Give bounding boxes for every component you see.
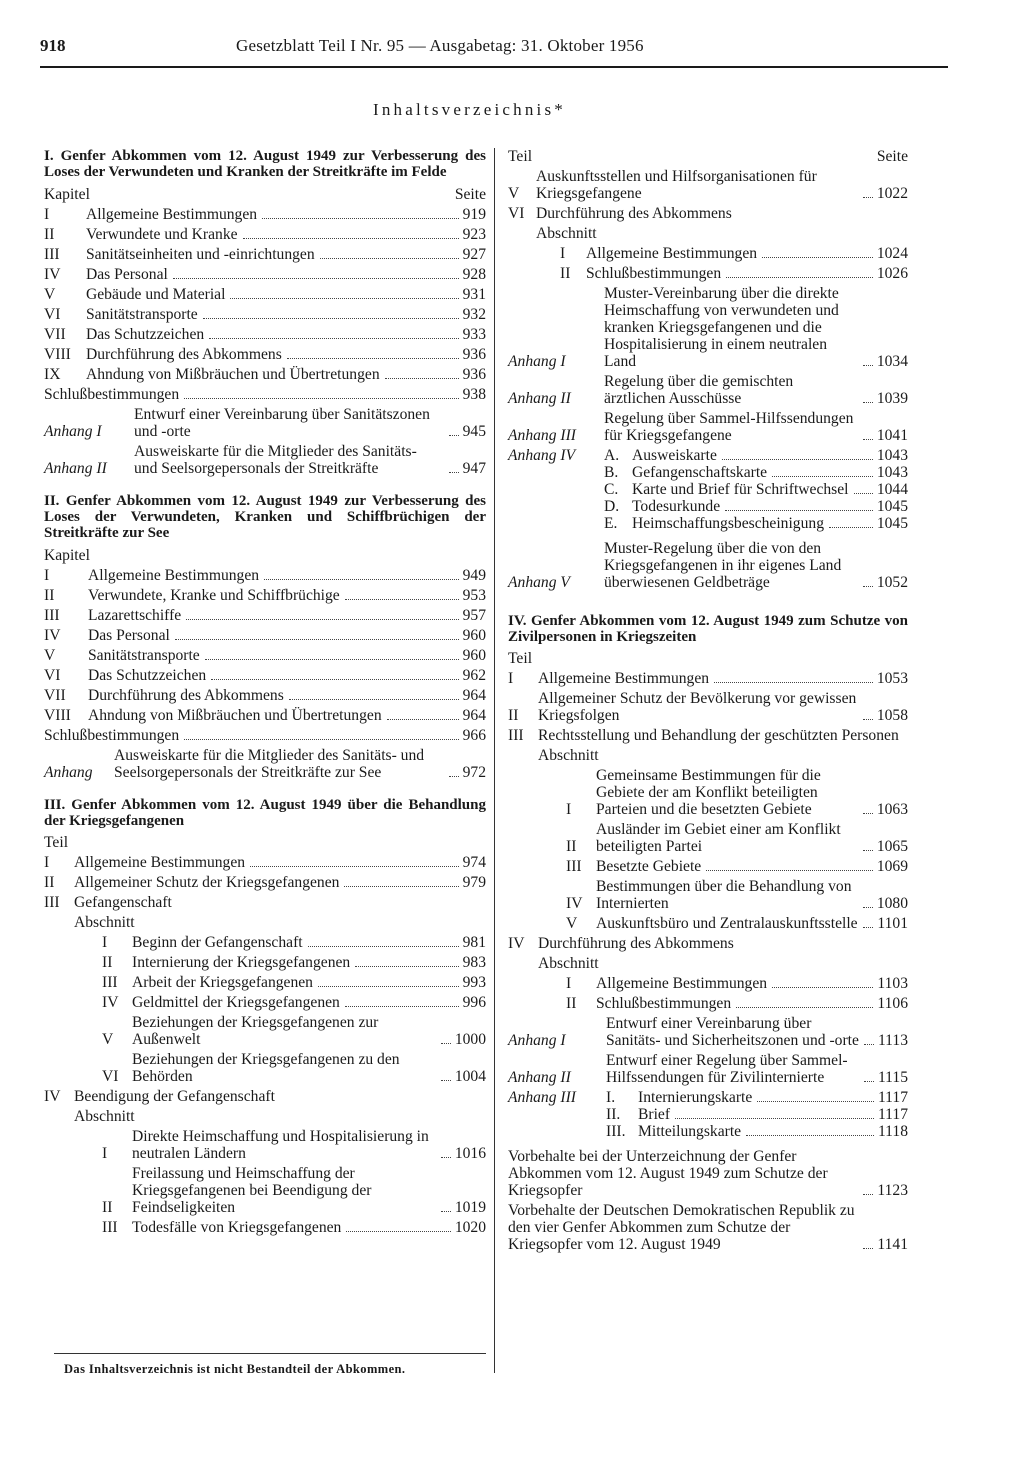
toc-entry (44, 406, 486, 440)
entry-text: Ahndung von Mißbräuchen und Übertretungen (88, 707, 382, 724)
entry-text: Beziehungen der Kriegsgefangenen zu den Behörden (132, 1051, 400, 1085)
entry-text: Das Personal (86, 266, 168, 283)
entry-text: Ausländer im Gebiet einer am Konflikt beteiligten Partei (596, 821, 841, 855)
entry-page: 1043 (876, 464, 908, 481)
entry-text: Allgemeiner Schutz der Bevölkerung vor gewissen Kriegsfolgen (538, 690, 857, 724)
entry-page: 1024 (876, 245, 908, 262)
entry-text: Vorbehalte bei der Unterzeichnung der Genfer Abkommen vom 12. August 1949 zum Schutze der Kriegsopfer (508, 1148, 828, 1199)
entry-number: III (44, 607, 60, 624)
entry-page: 962 (462, 667, 486, 684)
entry-page: 1063 (876, 801, 908, 818)
entry-number: III (566, 858, 582, 875)
toc-entry (44, 647, 486, 664)
toc-entry (44, 366, 486, 383)
entry-page: 981 (462, 934, 486, 951)
entry-number: V (44, 286, 56, 303)
entry-number: VIII (44, 346, 71, 363)
entry-text: Ausweiskarte für die Mitglieder des Sanitäts- und Seelsorgepersonals der Streitkräfte (134, 443, 417, 477)
entry-page: 931 (462, 286, 486, 303)
toc-entry (508, 447, 908, 464)
entry-number: V (44, 647, 56, 664)
entry-number: VII (44, 687, 66, 704)
toc-entry (508, 1123, 908, 1140)
entry-text: Regelung über die gemischten ärztlichen Ausschüsse (604, 373, 794, 407)
entry-page: 960 (462, 647, 486, 664)
entry-page: 957 (462, 607, 486, 624)
entry-number: III (102, 974, 118, 991)
column-label: Kapitel (44, 547, 90, 564)
entry-page: 936 (462, 346, 486, 363)
entry-page: 964 (462, 707, 486, 724)
entry-number: II (566, 838, 577, 855)
entry-text: Karte und Brief für Schriftwechsel (632, 481, 849, 498)
entry-number: I (560, 245, 566, 262)
toc-entry (44, 1165, 486, 1216)
entry-page: 933 (462, 326, 486, 343)
entry-text: Das Schutzzeichen (86, 326, 205, 343)
toc-entry (508, 995, 908, 1012)
entry-page: 1000 (454, 1031, 486, 1048)
column-label: Teil (44, 834, 69, 851)
toc-entry (44, 727, 486, 744)
entry-text: Schlußbestimmungen (44, 386, 180, 403)
toc-entry (508, 464, 908, 481)
entry-number: III. (606, 1123, 626, 1140)
entry-number: IV (44, 266, 61, 283)
entry-page: 1141 (877, 1236, 908, 1253)
entry-page: 1022 (876, 185, 908, 202)
toc-entry (508, 373, 908, 407)
entry-number: II (102, 954, 113, 971)
toc-entry (44, 707, 486, 724)
toc-entry (44, 266, 486, 283)
entry-text: Mitteilungskarte (638, 1123, 742, 1140)
entry-page: 928 (462, 266, 486, 283)
entry-page: 1044 (876, 481, 908, 498)
column-header (44, 547, 486, 564)
entry-page: 1019 (454, 1199, 486, 1216)
entry-page: 919 (462, 206, 486, 223)
toc-entry (508, 205, 908, 222)
entry-text: Gefangenschaft (74, 894, 172, 911)
entry-page: 1041 (876, 427, 908, 444)
right-column (508, 148, 908, 1269)
entry-number: I (44, 206, 50, 223)
toc-entry (508, 540, 908, 591)
column-header (508, 148, 908, 165)
entry-number: I (44, 567, 50, 584)
entry-page: 972 (462, 764, 486, 781)
entry-number: E. (604, 515, 618, 532)
entry-number: I (566, 975, 572, 992)
footnote-rule (54, 1353, 486, 1354)
entry-page: 932 (462, 306, 486, 323)
entry-text: Sanitätstransporte (86, 306, 198, 323)
anhang-label: Anhang II (44, 460, 107, 477)
toc-entry (508, 245, 908, 262)
toc-entry (44, 1014, 486, 1048)
entry-text: Arbeit der Kriegsgefangenen (132, 974, 313, 991)
entry-page: 1026 (876, 265, 908, 282)
entry-text: Allgemeine Bestimmungen (86, 206, 258, 223)
toc-entry (44, 386, 486, 403)
entry-page: 966 (462, 727, 486, 744)
entry-text: Schlußbestimmungen (596, 995, 732, 1012)
entry-number: IV (566, 895, 583, 912)
entry-text: Durchführung des Abkommens (536, 205, 732, 222)
entry-page: 1052 (876, 574, 908, 591)
entry-text: Auskunftsbüro und Zentralauskunftsstelle (596, 915, 858, 932)
entry-page: 1118 (877, 1123, 908, 1140)
entry-page: 923 (462, 226, 486, 243)
column-label: Teil (508, 148, 533, 165)
entry-number: V (566, 915, 578, 932)
entry-number: I (508, 670, 514, 687)
toc-entry (44, 874, 486, 891)
header-rule (40, 66, 948, 68)
entry-text: Lazarettschiffe (88, 607, 182, 624)
toc-entry (44, 854, 486, 871)
toc-entry (508, 1089, 908, 1106)
entry-text: Freilassung und Heimschaffung der Kriegsgefangenen bei Beendigung der Feindseligkeiten (132, 1165, 372, 1216)
entry-text: Durchführung des Abkommens (538, 935, 734, 952)
entry-text: Muster-Vereinbarung über die direkte Heimschaffung von verwundeten und kranken Kriegsgefangenen und die Hospitalisierung in einem neutralen Land (604, 285, 839, 370)
toc-entry (44, 1051, 486, 1085)
entry-page: 993 (462, 974, 486, 991)
entry-text: Entwurf einer Regelung über Sammel-Hilfssendungen für Zivilinternierte (606, 1052, 848, 1086)
entry-page: 1117 (877, 1106, 908, 1123)
entry-page: 964 (462, 687, 486, 704)
toc-entry (44, 747, 486, 781)
entry-text: Rechtsstellung und Behandlung der geschützten Personen (538, 727, 899, 744)
entry-page: 1034 (876, 353, 908, 370)
entry-text: Gemeinsame Bestimmungen für die Gebiete der am Konflikt beteiligten Parteien und die besetzten Gebiete (596, 767, 821, 818)
toc-entry (44, 1128, 486, 1162)
entry-text: Auskunftsstellen und Hilfsorganisationen für Kriegsgefangene (536, 168, 817, 202)
entry-number: II (566, 995, 577, 1012)
toc-entry (44, 974, 486, 991)
entry-page: 1020 (454, 1219, 486, 1236)
entry-text: Geldmittel der Kriegsgefangenen (132, 994, 340, 1011)
entry-text: Allgemeiner Schutz der Kriegsgefangenen (74, 874, 340, 891)
entry-text: Regelung über Sammel-Hilfssendungen für Kriegsgefangene (604, 410, 854, 444)
entry-number: II (44, 587, 55, 604)
entry-text: Beginn der Gefangenschaft (132, 934, 303, 951)
entry-page: 1123 (877, 1182, 908, 1199)
entry-text: Gefangenschaftskarte (632, 464, 768, 481)
toc-entry (44, 326, 486, 343)
entry-page: 1115 (877, 1069, 908, 1086)
entry-text: Allgemeine Bestimmungen (74, 854, 246, 871)
toc-entry (508, 1202, 908, 1253)
entry-text: Verwundete und Kranke (86, 226, 238, 243)
entry-text: Beziehungen der Kriegsgefangenen zur Außenwelt (132, 1014, 379, 1048)
entry-page: 1016 (454, 1145, 486, 1162)
toc-entry (44, 667, 486, 684)
entry-text: Bestimmungen über die Behandlung von Internierten (596, 878, 852, 912)
entry-text: Beendigung der Gefangenschaft (74, 1088, 275, 1105)
anhang-label: Anhang V (508, 574, 570, 591)
anhang-label: Anhang II (508, 1069, 571, 1086)
toc-entry (44, 306, 486, 323)
entry-number: V (508, 185, 520, 202)
toc-entry (508, 767, 908, 818)
entry-text: Ausweiskarte (632, 447, 717, 464)
section-3 (44, 797, 486, 1236)
toc-entry (44, 286, 486, 303)
entry-page: 979 (462, 874, 486, 891)
entry-text: Vorbehalte der Deutschen Demokratischen Republik zu den vier Genfer Abkommen zum Schutze der Kriegsopfer vom 12. August 1949 (508, 1202, 855, 1253)
section-title: III. Genfer Abkommen vom 12. August 1949 über die Behandlung der Kriegsgefangenen (44, 797, 486, 829)
entry-text: Gebäude und Material (86, 286, 226, 303)
entry-page: 1065 (876, 838, 908, 855)
entry-text: Allgemeine Bestimmungen (596, 975, 768, 992)
toc-entry (44, 1219, 486, 1236)
entry-text: Ausweiskarte für die Mitglieder des Sanitäts- und Seelsorgepersonals der Streitkräfte zur See (114, 747, 425, 781)
entry-page: 927 (462, 246, 486, 263)
toc-entry (44, 607, 486, 624)
entry-text: Internierungskarte (638, 1089, 753, 1106)
toc-entry (44, 687, 486, 704)
toc-entry (508, 1015, 908, 1049)
toc-entry (508, 915, 908, 932)
column-header (44, 186, 486, 203)
entry-page: 1080 (876, 895, 908, 912)
entry-page: 996 (462, 994, 486, 1011)
page-column-label: Seite (454, 186, 486, 203)
entry-number: IV (508, 935, 525, 952)
entry-text: Entwurf einer Vereinbarung über Sanitätszonen und -orte (134, 406, 430, 440)
entry-number: B. (604, 464, 619, 481)
toc-entry (508, 858, 908, 875)
toc-entry (44, 994, 486, 1011)
anhang-label: Anhang I (508, 353, 566, 370)
entry-text: Allgemeine Bestimmungen (538, 670, 710, 687)
entry-text: Brief (638, 1106, 671, 1123)
entry-number: IX (44, 366, 61, 383)
entry-page: 1045 (876, 515, 908, 532)
section-title: IV. Genfer Abkommen vom 12. August 1949 zum Schutze von Zivilpersonen in Kriegszeiten (508, 613, 908, 645)
anhang-label: Anhang II (508, 390, 571, 407)
entry-page: 1053 (876, 670, 908, 687)
toc-entry (508, 1052, 908, 1086)
entry-page: 960 (462, 627, 486, 644)
entry-number: III (44, 246, 60, 263)
left-column (44, 148, 486, 1252)
entry-page: 947 (462, 460, 486, 477)
entry-number: I (44, 854, 50, 871)
entry-text: Schlußbestimmungen (586, 265, 722, 282)
toc-entry (508, 410, 908, 444)
entry-number: II (44, 226, 55, 243)
entry-text: Sanitätstransporte (88, 647, 200, 664)
toc-entry (508, 935, 908, 952)
entry-number: III (508, 727, 524, 744)
entry-text: Entwurf einer Vereinbarung über Sanitäts- und Sicherheitszonen und -orte (606, 1015, 859, 1049)
entry-text: Muster-Regelung über die von den Kriegsgefangenen in ihr eigenes Land überwiesenen Geldbeträge (604, 540, 842, 591)
entry-page: 1103 (877, 975, 908, 992)
entry-number: I (102, 1145, 108, 1162)
header-title: Gesetzblatt Teil I Nr. 95 — Ausgabetag: 31. Oktober 1956 (236, 36, 644, 55)
entry-number: VI (44, 306, 61, 323)
anhang-label: Anhang IV (508, 447, 576, 464)
entry-number: I (566, 801, 572, 818)
entry-number: VII (44, 326, 66, 343)
entry-text: Das Schutzzeichen (88, 667, 207, 684)
entry-text: Internierung der Kriegsgefangenen (132, 954, 351, 971)
entry-number: V (102, 1031, 114, 1048)
toc-entry (508, 1148, 908, 1199)
entry-text: Besetzte Gebiete (596, 858, 702, 875)
anhang-label: Anhang III (508, 427, 576, 444)
section-4 (508, 613, 908, 1253)
entry-number: I (102, 934, 108, 951)
entry-number: VI (508, 205, 525, 222)
toc-entry (508, 727, 908, 744)
entry-number: II (560, 265, 571, 282)
entry-text: Das Personal (88, 627, 170, 644)
toc-entry (44, 246, 486, 263)
toc-entry (508, 878, 908, 912)
toc-entry (44, 954, 486, 971)
section-2 (44, 493, 486, 781)
entry-page: 1101 (877, 915, 908, 932)
entry-number: A. (604, 447, 620, 464)
toc-entry (44, 226, 486, 243)
toc-entry (44, 567, 486, 584)
anhang-label: Anhang (44, 764, 93, 781)
abschnitt-label: Abschnitt (538, 747, 599, 764)
toc-entry (508, 515, 908, 532)
toc-entry (508, 1106, 908, 1123)
entry-text: Direkte Heimschaffung und Hospitalisierung in neutralen Ländern (132, 1128, 429, 1162)
entry-page: 1113 (877, 1032, 908, 1049)
entry-page: 1043 (876, 447, 908, 464)
entry-number: II. (606, 1106, 621, 1123)
entry-page: 1039 (876, 390, 908, 407)
entry-text: Todesfälle von Kriegsgefangenen (132, 1219, 342, 1236)
entry-page: 974 (462, 854, 486, 871)
entry-page: 1069 (876, 858, 908, 875)
toc-entry: III Gefangenschaft (44, 894, 172, 911)
section-title: I. Genfer Abkommen vom 12. August 1949 zur Verbesserung des Loses der Verwundeten und Kranken der Streitkräfte im Felde (44, 148, 486, 180)
toc-entry: IV Beendigung der Gefangenschaft (44, 1088, 275, 1105)
anhang-label: Anhang I (44, 423, 102, 440)
entry-number: I. (606, 1089, 616, 1106)
entry-text: Allgemeine Bestimmungen (88, 567, 260, 584)
toc-entry (44, 443, 486, 477)
entry-number: VIII (44, 707, 71, 724)
toc-entry (508, 285, 908, 370)
toc-entry (44, 206, 486, 223)
entry-page: 1004 (454, 1068, 486, 1085)
entry-number: IV (102, 994, 119, 1011)
entry-text: Sanitätseinheiten und -einrichtungen (86, 246, 315, 263)
entry-page: 945 (462, 423, 486, 440)
entry-number: C. (604, 481, 619, 498)
entry-number: II (508, 707, 519, 724)
entry-text: Allgemeine Bestimmungen (586, 245, 758, 262)
entry-page: 1106 (877, 995, 908, 1012)
toc-entry (44, 934, 486, 951)
entry-number: D. (604, 498, 620, 515)
column-divider (494, 148, 495, 1373)
entry-number: IV (44, 627, 61, 644)
entry-text: Verwundete, Kranke und Schiffbrüchige (88, 587, 340, 604)
page-column-label: Seite (876, 148, 908, 165)
column-label: Kapitel (44, 186, 90, 203)
anhang-label: Anhang III (508, 1089, 576, 1106)
entry-page: 949 (462, 567, 486, 584)
entry-number: III (102, 1219, 118, 1236)
abschnitt-label: Abschnitt (74, 1108, 135, 1125)
abschnitt-label: Abschnitt (74, 914, 135, 931)
entry-page: 1058 (876, 707, 908, 724)
entry-text: Todesurkunde (632, 498, 721, 515)
section-1 (44, 148, 486, 477)
toc-entry (44, 627, 486, 644)
entry-text: Durchführung des Abkommens (86, 346, 282, 363)
abschnitt-label: Abschnitt (538, 955, 599, 972)
toc-entry (44, 346, 486, 363)
column-label: Teil (508, 650, 533, 667)
toc-entry (508, 168, 908, 202)
entry-text: Schlußbestimmungen (44, 727, 180, 744)
toc-entry (508, 690, 908, 724)
toc-entry (508, 670, 908, 687)
abschnitt-label: Abschnitt (536, 225, 597, 242)
toc-entry (508, 821, 908, 855)
anhang-label: Anhang I (508, 1032, 566, 1049)
toc-entry (508, 265, 908, 282)
entry-page: 983 (462, 954, 486, 971)
footnote: Das Inhaltsverzeichnis ist nicht Bestandteil der Abkommen. (64, 1362, 406, 1376)
toc-entry (508, 481, 908, 498)
toc-entry (508, 975, 908, 992)
entry-number: VI (102, 1068, 119, 1085)
entry-page: 938 (462, 386, 486, 403)
entry-page: 1117 (877, 1089, 908, 1106)
toc-title: Inhaltsverzeichnis* (373, 100, 566, 119)
entry-text: Durchführung des Abkommens (88, 687, 284, 704)
entry-page: 936 (462, 366, 486, 383)
entry-page: 1045 (876, 498, 908, 515)
entry-text: Ahndung von Mißbräuchen und Übertretungen (86, 366, 380, 383)
page-number: 918 (40, 36, 66, 55)
page-header (40, 28, 948, 58)
entry-number: VI (44, 667, 61, 684)
toc-entry (508, 498, 908, 515)
entry-number: II (102, 1199, 113, 1216)
section-title: II. Genfer Abkommen vom 12. August 1949 zur Verbesserung des Loses der Verwundeten, Kranken und Schiffbrüchigen der Streitkräfte zur See (44, 493, 486, 541)
toc-entry (44, 587, 486, 604)
entry-number: II (44, 874, 55, 891)
entry-page: 953 (462, 587, 486, 604)
entry-text: Heimschaffungsbescheinigung (632, 515, 824, 532)
